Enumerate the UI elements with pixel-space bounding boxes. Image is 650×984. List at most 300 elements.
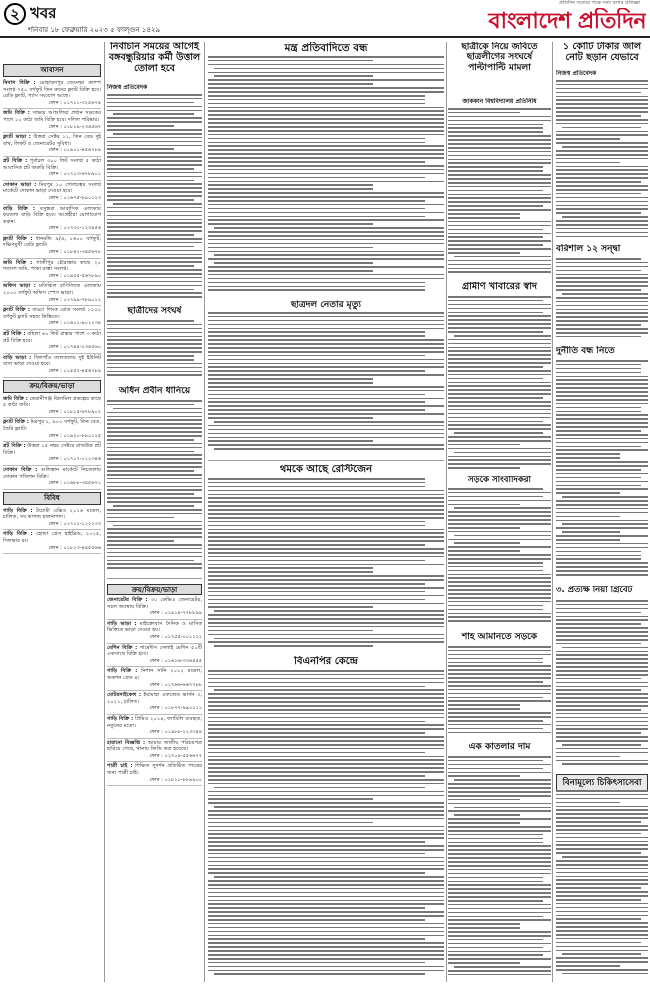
text-line xyxy=(107,254,202,256)
text-line xyxy=(214,421,444,423)
text-line xyxy=(208,579,444,581)
text-line xyxy=(448,613,551,615)
article-body xyxy=(448,756,551,980)
text-line xyxy=(208,138,425,140)
text-line xyxy=(448,818,551,820)
text-line xyxy=(208,91,444,93)
text-line xyxy=(208,670,444,672)
text-line xyxy=(208,107,444,109)
text-line xyxy=(556,508,648,510)
article-body xyxy=(556,360,648,580)
classified-ad xyxy=(3,418,101,442)
article-body xyxy=(448,646,551,736)
text-line xyxy=(556,277,648,279)
text-line xyxy=(448,124,543,126)
text-line xyxy=(556,887,641,889)
text-line xyxy=(556,111,648,113)
text-line xyxy=(448,958,551,960)
classified-ad-title: মেশিন বিক্রি : xyxy=(107,644,138,651)
text-line xyxy=(208,216,425,218)
text-line xyxy=(107,277,202,279)
text-line xyxy=(208,394,425,396)
text-line xyxy=(448,366,543,368)
text-line xyxy=(448,830,551,832)
text-line xyxy=(107,332,202,334)
text-line xyxy=(107,285,202,287)
text-line xyxy=(107,443,202,445)
text-line xyxy=(107,528,202,530)
text-line xyxy=(556,837,648,839)
text-line xyxy=(556,469,641,471)
text-line xyxy=(107,257,202,259)
text-line xyxy=(208,173,444,175)
text-line xyxy=(208,865,444,867)
text-line xyxy=(107,556,202,558)
text-line xyxy=(556,942,641,944)
text-line xyxy=(556,430,641,432)
text-line xyxy=(208,954,444,956)
text-line xyxy=(556,281,648,283)
text-line xyxy=(208,556,444,558)
text-line xyxy=(448,511,551,513)
text-line xyxy=(556,189,648,191)
text-line xyxy=(208,903,444,905)
classified-ad-phone: ফোন : ০১৬৭৫-৮৯০১২৩ xyxy=(48,194,101,201)
text-line xyxy=(448,190,543,192)
classified-ad xyxy=(3,205,101,235)
text-line xyxy=(556,166,648,168)
classified-ad xyxy=(3,395,101,419)
text-line xyxy=(208,335,425,337)
text-line xyxy=(556,477,641,479)
text-line xyxy=(556,418,648,420)
classified-ad-phone: ফোন : ০১৭১৩-৬৭৮৯০১ xyxy=(48,171,101,178)
text-line xyxy=(556,107,648,109)
section-name: খবর xyxy=(30,4,57,22)
text-line xyxy=(448,669,551,671)
text-line xyxy=(208,896,444,898)
text-line xyxy=(107,117,202,119)
text-line xyxy=(556,833,641,835)
article-body xyxy=(448,108,551,276)
text-line xyxy=(208,282,425,284)
text-line xyxy=(556,212,641,214)
text-line xyxy=(556,926,648,928)
text-line xyxy=(448,896,551,898)
text-line xyxy=(107,419,202,421)
text-line xyxy=(448,264,551,266)
text-line xyxy=(208,56,444,58)
classifieds-heading-buy-2: ক্রয়/বিক্রয়/ভাড়া xyxy=(107,584,202,595)
text-line xyxy=(208,548,444,550)
text-line xyxy=(556,80,648,82)
text-line xyxy=(556,566,648,568)
text-line xyxy=(107,219,202,221)
text-line xyxy=(214,254,444,256)
text-line xyxy=(556,407,641,409)
text-line xyxy=(107,110,202,112)
column-rule xyxy=(446,42,447,982)
text-line xyxy=(208,717,444,719)
text-line xyxy=(556,453,620,455)
text-line xyxy=(208,398,444,400)
text-line xyxy=(556,864,648,866)
text-line xyxy=(556,372,641,374)
text-line xyxy=(448,581,551,583)
text-line xyxy=(107,374,202,376)
text-line xyxy=(107,296,202,298)
article-body xyxy=(107,94,202,302)
classified-ad-phone: ফোন : ০১৮১৩-৪৪৫৫৬৬ xyxy=(48,544,101,551)
classifieds-list xyxy=(3,79,101,378)
text-line xyxy=(208,810,444,812)
text-line xyxy=(208,571,373,573)
text-line xyxy=(556,802,620,804)
text-line xyxy=(448,888,551,890)
text-line xyxy=(448,229,543,231)
article-body xyxy=(208,670,444,980)
text-line xyxy=(208,208,425,210)
text-line xyxy=(448,539,551,541)
text-line xyxy=(556,736,648,738)
text-line xyxy=(556,809,648,811)
text-line xyxy=(208,560,425,562)
text-line xyxy=(556,725,648,727)
text-line xyxy=(448,650,551,652)
classified-ad-text: আমার জাতীয় পরিচয়পত্র হারিয়ে গেছে, থানায় জিডি করা হয়েছে। xyxy=(107,739,202,753)
text-line xyxy=(208,359,444,361)
text-line xyxy=(448,681,543,683)
text-line xyxy=(556,969,648,971)
text-line xyxy=(448,397,543,399)
text-line xyxy=(208,841,425,843)
text-line xyxy=(208,363,444,365)
text-line xyxy=(107,281,202,283)
text-line xyxy=(454,256,551,258)
text-line xyxy=(208,425,444,427)
text-line xyxy=(107,242,202,244)
text-line xyxy=(448,693,551,695)
text-line xyxy=(448,728,543,730)
text-line xyxy=(208,779,444,781)
text-line xyxy=(208,818,444,820)
text-line xyxy=(107,431,202,433)
text-line xyxy=(448,315,551,317)
classified-ad-text: প্রিমিও ২০১৪, ফ্যামিলি ব্যবহৃত, নতুনের মতো। xyxy=(107,715,202,729)
text-line xyxy=(556,150,648,152)
classified-ad-phone: ফোন : ০১৮১৯-২৩৪৫৬৭ xyxy=(48,123,101,130)
text-line xyxy=(208,286,425,288)
text-line xyxy=(107,148,174,150)
classified-ad xyxy=(3,157,101,181)
text-line xyxy=(448,162,551,164)
text-line xyxy=(448,127,543,129)
text-line xyxy=(107,486,202,488)
text-line xyxy=(556,658,648,660)
text-line xyxy=(208,701,444,703)
classified-ad-title: বাড়ি বিক্রি : xyxy=(3,205,35,212)
text-line xyxy=(107,536,202,538)
text-line xyxy=(448,147,551,149)
text-line xyxy=(113,408,202,410)
text-line xyxy=(448,374,551,376)
classified-ad xyxy=(107,715,202,739)
classified-ad xyxy=(3,354,101,378)
text-line xyxy=(562,216,648,218)
classified-ad-title: ফ্ল্যাট ভাড়া : xyxy=(3,134,31,141)
text-line xyxy=(448,865,551,867)
text-line xyxy=(448,842,543,844)
text-line xyxy=(556,930,648,932)
article-body xyxy=(556,600,648,770)
text-line xyxy=(556,328,648,330)
text-line xyxy=(448,151,551,153)
text-line xyxy=(556,395,648,397)
text-line xyxy=(556,414,648,416)
text-line xyxy=(556,678,641,680)
text-line xyxy=(448,616,551,618)
text-line xyxy=(556,790,648,792)
text-line xyxy=(556,197,648,199)
text-line xyxy=(448,233,551,235)
text-line xyxy=(107,489,202,491)
text-line xyxy=(208,942,444,944)
text-line xyxy=(448,554,551,556)
text-line xyxy=(556,131,648,133)
text-line xyxy=(448,947,543,949)
text-line xyxy=(556,220,648,222)
text-line xyxy=(107,94,202,96)
text-line xyxy=(208,938,425,940)
text-line xyxy=(448,194,551,196)
text-line xyxy=(556,266,648,268)
text-line xyxy=(208,339,444,341)
text-line xyxy=(448,135,551,137)
text-line xyxy=(448,791,551,793)
text-line xyxy=(107,106,202,108)
text-line xyxy=(556,701,648,703)
text-line xyxy=(556,411,641,413)
text-line xyxy=(556,623,641,625)
text-line xyxy=(448,570,543,572)
text-line xyxy=(556,794,648,796)
text-line xyxy=(448,496,543,498)
text-line xyxy=(448,822,520,824)
text-line xyxy=(562,744,641,746)
article-body xyxy=(556,790,648,980)
text-line xyxy=(208,626,444,628)
text-line xyxy=(107,121,202,123)
text-line xyxy=(448,787,551,789)
text-line xyxy=(208,149,444,151)
text-line xyxy=(448,225,551,227)
text-line xyxy=(448,271,551,273)
text-line xyxy=(208,378,373,380)
text-line xyxy=(208,235,444,237)
text-line xyxy=(208,935,444,937)
text-line xyxy=(107,129,202,131)
text-line xyxy=(107,447,202,449)
text-line xyxy=(448,927,520,929)
text-line xyxy=(208,907,425,909)
text-line xyxy=(448,319,551,321)
text-line xyxy=(556,403,648,405)
text-line xyxy=(208,536,444,538)
text-line xyxy=(448,768,543,770)
text-line xyxy=(208,405,444,407)
text-line xyxy=(107,451,194,453)
text-line xyxy=(556,181,641,183)
text-line xyxy=(107,532,202,534)
text-line xyxy=(556,193,641,195)
text-line xyxy=(107,470,194,472)
text-line xyxy=(448,562,543,564)
text-line xyxy=(556,492,620,494)
text-line xyxy=(448,515,551,517)
text-line xyxy=(208,713,444,715)
text-line xyxy=(448,347,551,349)
text-line xyxy=(107,199,194,201)
text-line xyxy=(448,923,520,925)
text-line xyxy=(208,126,444,128)
text-line xyxy=(448,849,551,851)
text-line xyxy=(107,164,202,166)
article-headline: সড়কে সাংবাদিকরা xyxy=(468,476,531,485)
text-line xyxy=(208,328,444,330)
text-line xyxy=(208,962,425,964)
text-line xyxy=(556,446,641,448)
text-line xyxy=(208,606,373,608)
text-line xyxy=(556,84,648,86)
text-line xyxy=(208,417,373,419)
text-line xyxy=(556,138,620,140)
text-line xyxy=(208,591,425,593)
page-number: ২ xyxy=(4,3,26,25)
classified-ad xyxy=(3,235,101,259)
text-line xyxy=(454,452,551,454)
classified-ad-title: মোটরসাইকেল : xyxy=(107,692,142,699)
text-line xyxy=(107,439,194,441)
article-headline: ১ কোটি টাকার জাল নোট ছড়ান যেভাবে xyxy=(562,42,642,63)
text-line xyxy=(556,539,620,541)
text-line xyxy=(556,760,648,762)
text-line xyxy=(107,339,202,341)
text-line xyxy=(556,224,648,226)
text-line xyxy=(448,248,551,250)
classified-ad-phone: ফোন : ০১৭১৭-০১২৩৪৬ xyxy=(48,456,101,463)
text-line xyxy=(107,427,202,429)
text-line xyxy=(208,630,373,632)
text-line xyxy=(556,674,648,676)
text-line xyxy=(208,728,444,730)
classified-ad-phone: ফোন : ০১৬১১-৯০১২৩৪ xyxy=(48,320,101,327)
text-line xyxy=(556,756,620,758)
text-line xyxy=(556,619,648,621)
text-line xyxy=(556,481,648,483)
text-line xyxy=(107,513,202,515)
text-line xyxy=(208,686,425,688)
text-line xyxy=(556,115,641,117)
text-line xyxy=(556,316,648,318)
classified-ad-text: মিরপুর ১০ গোলচত্বর সংলগ্ন মার্কেটে দোকান ভাড়া দেওয়া হবে। xyxy=(3,181,101,195)
text-line xyxy=(208,822,373,824)
text-line xyxy=(208,693,444,695)
article-headline: ছাত্রীকে নিয়ে জবিতে ছাত্রলীগের সংঘর্ষে পাল্টাপাল্টি মামলা xyxy=(461,42,538,73)
text-line xyxy=(208,532,444,534)
text-line xyxy=(208,618,444,620)
text-line xyxy=(107,180,194,182)
text-line xyxy=(448,531,551,533)
text-line xyxy=(448,900,543,902)
text-line xyxy=(556,752,648,754)
text-line xyxy=(208,575,444,577)
text-line xyxy=(208,521,425,523)
text-line xyxy=(562,127,641,129)
article-headline: ৩. প্রত্যক্ষ নিয়া গ্রিবেট xyxy=(556,586,633,595)
text-line xyxy=(107,226,202,228)
classified-ad-phone: ফোন : ০১৭৬৬-৬৬৭৭৮৮ xyxy=(149,681,202,688)
text-line xyxy=(448,857,551,859)
text-line xyxy=(556,965,620,967)
text-line xyxy=(562,856,648,858)
text-line xyxy=(448,421,543,423)
text-line xyxy=(208,814,444,816)
text-line xyxy=(448,834,543,836)
text-line xyxy=(208,122,444,124)
text-line xyxy=(208,231,444,233)
text-line xyxy=(448,174,551,176)
text-line xyxy=(208,204,444,206)
text-line xyxy=(208,599,425,601)
text-line xyxy=(556,813,648,815)
text-line xyxy=(556,258,641,260)
article-headline: ছাত্রদল নেতার মৃত্যু xyxy=(290,300,362,310)
text-line xyxy=(556,740,648,742)
text-line xyxy=(556,516,620,518)
classified-ad xyxy=(3,282,101,306)
classified-ad-phone: ফোন : ০১৭১১-৩২৫৬৭৪ xyxy=(48,99,101,106)
text-line xyxy=(208,110,444,112)
text-line xyxy=(208,544,425,546)
text-line xyxy=(556,201,648,203)
text-line xyxy=(208,196,444,198)
text-line xyxy=(113,505,194,507)
text-line xyxy=(208,614,444,616)
classified-ad-text: ধানমন্ডি ৯/এ, ১৬০০ বর্গফুট, দক্ষিণমুখী রেডি ফ্ল্যাট। xyxy=(3,235,101,249)
classified-ad-title: হারানো বিজ্ঞপ্তি : xyxy=(107,739,146,746)
text-line xyxy=(208,880,444,882)
text-line xyxy=(556,915,648,917)
classified-ad xyxy=(107,596,202,620)
article-headline-boxed: বিনামূল্যে চিকিৎসাসেবা xyxy=(556,774,648,792)
text-line xyxy=(208,705,444,707)
text-line xyxy=(556,103,648,105)
text-line xyxy=(214,638,444,640)
article-headline: থমকে আছে রেস্টিজেন xyxy=(279,464,373,475)
text-line xyxy=(448,405,551,407)
text-line xyxy=(107,145,202,147)
classified-ad-text: হোন্ডা গ্রেস হাইব্রিড, ২০১৫, সিলভার রং। xyxy=(3,531,101,545)
text-line xyxy=(107,289,194,291)
text-line xyxy=(448,658,543,660)
text-line xyxy=(556,364,641,366)
classified-ad-phone: ফোন : ০১৯২০-৮৯০১২৫ xyxy=(48,432,101,439)
text-line xyxy=(208,567,373,569)
text-line xyxy=(556,950,648,952)
text-line xyxy=(556,848,648,850)
classified-ad-phone: ফোন : ০১৫৫২-৪৫৬৭৮৯ xyxy=(48,367,101,374)
text-line xyxy=(208,223,373,225)
